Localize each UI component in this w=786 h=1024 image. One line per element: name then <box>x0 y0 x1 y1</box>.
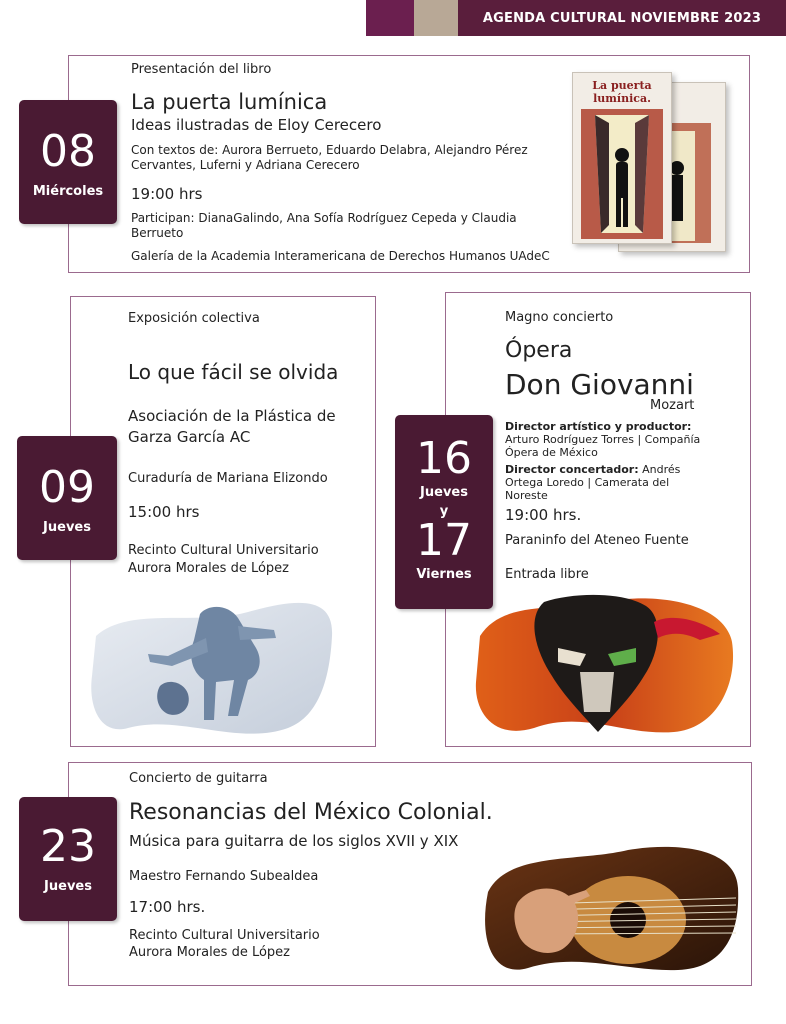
event-category: Presentación del libro <box>131 62 272 77</box>
event-time: 17:00 hrs. <box>129 898 206 916</box>
date-weekday: Jueves <box>43 520 91 535</box>
date-weekday-viernes: Viernes <box>416 567 472 582</box>
date-badge-16-17 <box>395 415 493 609</box>
event-venue-line2: Aurora Morales de López <box>129 945 291 960</box>
director-value: Arturo Rodríguez Torres | Compañía Ópera de México <box>505 433 701 459</box>
date-number: 09 <box>39 462 95 513</box>
date-number: 08 <box>40 126 96 177</box>
opera-mask-artwork-image <box>474 592 736 738</box>
page-header <box>366 0 786 36</box>
conductor-value: Andrés Ortega Loredo | Camerata del Noreste <box>505 463 681 502</box>
event-composer: Mozart <box>650 398 695 413</box>
event-category: Magno concierto <box>505 310 614 325</box>
guitar-photo-image <box>478 842 740 974</box>
event-organizer-line1: Asociación de la Plástica de <box>128 407 336 425</box>
date-number: 23 <box>40 821 96 872</box>
event-time: 19:00 hrs. <box>505 506 582 524</box>
date-conjunction: y <box>439 504 449 519</box>
date-badge-09 <box>17 436 117 560</box>
date-weekday-jueves: Jueves <box>420 485 468 500</box>
event-title-line1: Ópera <box>505 338 573 363</box>
event-category: Concierto de guitarra <box>129 771 268 786</box>
event-title: Resonancias del México Colonial. <box>129 800 493 825</box>
date-number-17: 17 <box>416 515 472 566</box>
event-title: La puerta lumínica <box>131 90 328 114</box>
exhibition-artwork-image <box>88 596 336 734</box>
event-title-line2: Don Giovanni <box>505 368 694 401</box>
event-subtitle: Ideas ilustradas de Eloy Cerecero <box>131 116 382 134</box>
date-weekday: Miércoles <box>32 184 104 199</box>
director-label: Director artístico y productor: <box>505 420 692 433</box>
header-accent-plum <box>366 0 414 36</box>
event-venue-line2: Aurora Morales de López <box>128 561 290 576</box>
event-time: 15:00 hrs <box>128 503 200 521</box>
event-title: Lo que fácil se olvida <box>128 360 339 384</box>
header-title: AGENDA CULTURAL NOVIEMBRE 2023 <box>458 0 786 36</box>
book-cover-title: La puerta lumínica. <box>592 79 652 105</box>
book-art-front <box>573 95 671 244</box>
date-weekday: Jueves <box>44 879 92 894</box>
date-badge-08 <box>19 100 117 224</box>
event-curator: Curaduría de Mariana Elizondo <box>128 471 328 486</box>
event-subtitle: Música para guitarra de los siglos XVII y XIX <box>129 832 459 850</box>
event-entry: Entrada libre <box>505 567 589 582</box>
event-authors: Con textos de: Aurora Berrueto, Eduardo Delabra, Alejandro Pérez Cervantes, Luferni y Adriana Cerecero <box>131 143 528 172</box>
event-venue: Paraninfo del Ateneo Fuente <box>505 533 689 548</box>
event-venue: Galería de la Academia Interamericana de Derechos Humanos UAdeC <box>131 249 550 263</box>
date-badge-23 <box>19 797 117 921</box>
event-organizer-line2: Garza García AC <box>128 428 251 446</box>
event-conductor <box>505 463 715 502</box>
event-category: Exposición colectiva <box>128 311 260 326</box>
header-accent-tan <box>414 0 458 36</box>
event-time: 19:00 hrs <box>131 185 203 203</box>
event-participants: Participan: DianaGalindo, Ana Sofía Rodríguez Cepeda y Claudia Berrueto <box>131 211 517 240</box>
event-venue-line1: Recinto Cultural Universitario <box>128 543 319 558</box>
date-number-16: 16 <box>416 433 472 484</box>
conductor-label: Director concertador: <box>505 463 639 476</box>
event-venue-line1: Recinto Cultural Universitario <box>129 928 320 943</box>
event-director <box>505 420 715 459</box>
event-performer: Maestro Fernando Subealdea <box>129 869 319 884</box>
book-cover-front <box>572 72 672 244</box>
